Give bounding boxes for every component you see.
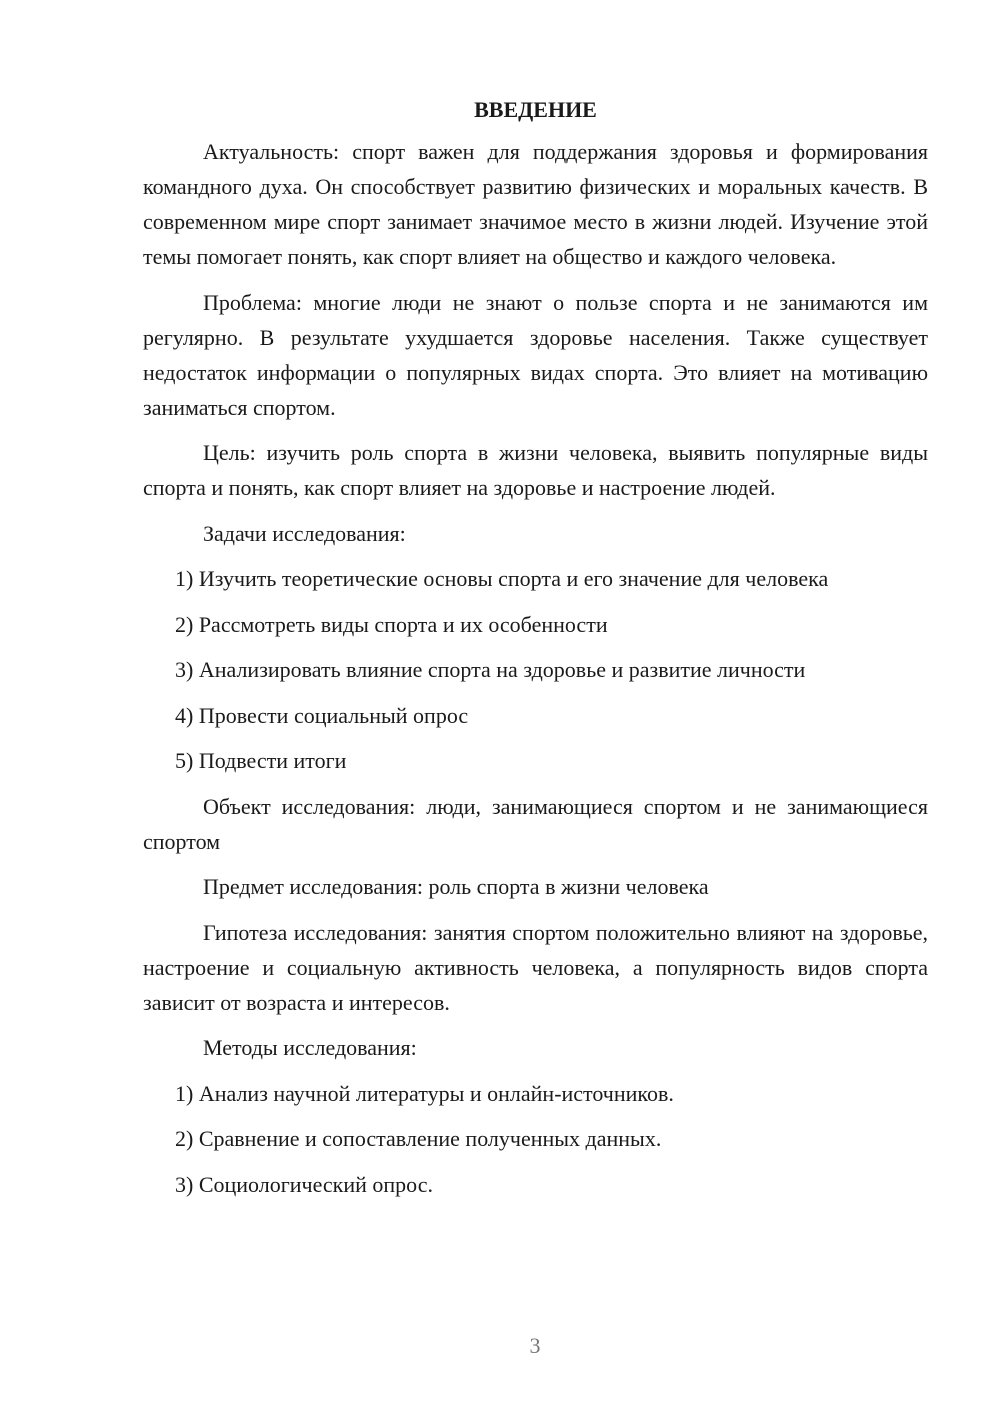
methods-heading: Методы исследования:: [203, 1035, 417, 1060]
tasks-heading: Задачи исследования:: [203, 520, 406, 546]
goal-paragraph: Цель: изучить роль спорта в жизни человека, выявить популярные виды спорта и понять, как спорт влияет на здоровье и настроение людей.: [143, 440, 928, 500]
problem-paragraph: Проблема: многие люди не знают о пользе спорта и не занимаются им регулярно. В результате ухудшается здоровье населения. Также существует недостаток информации о популярных видах спорта. Это влияет на мотивацию заниматься спортом.: [143, 289, 928, 420]
method-item: 3) Социологический опрос.: [175, 1171, 433, 1197]
task-item: 5) Подвести итоги: [175, 748, 347, 773]
task-item: 3) Анализировать влияние спорта на здоровье и развитие личности: [175, 657, 806, 682]
page-title: ВВЕДЕНИЕ: [474, 97, 597, 122]
method-item: 1) Анализ научной литературы и онлайн-источников.: [175, 1080, 674, 1106]
task-item: 4) Провести социальный опрос: [175, 702, 469, 728]
task-item: 2) Рассмотреть виды спорта и их особенности: [175, 611, 608, 637]
hypothesis-paragraph: Гипотеза исследования: занятия спортом положительно влияют на здоровье, настроение и социальную активность человека, а популярность видов спорта зависит от возраста и интересов.: [143, 919, 928, 1015]
task-item: 1) Изучить теоретические основы спорта и его значение для человека: [175, 566, 829, 591]
method-item: 2) Сравнение и сопоставление полученных данных.: [175, 1126, 662, 1151]
object-paragraph: Объект исследования: люди, занимающиеся спортом и не занимающиеся спортом: [143, 793, 928, 854]
subject-paragraph: Предмет исследования: роль спорта в жизни человека: [203, 874, 709, 899]
relevance-paragraph: Актуальность: спорт важен для поддержания здоровья и формирования командного духа. Он способствует развитию физических и моральных качеств. В современном мире спорт занимает значимое место в жизни людей. Изучение этой темы помогает понять, как спорт влияет на общество и каждого человека.: [143, 139, 928, 269]
page-number: 3: [529, 1333, 541, 1358]
document-page: [143, 94, 928, 1212]
